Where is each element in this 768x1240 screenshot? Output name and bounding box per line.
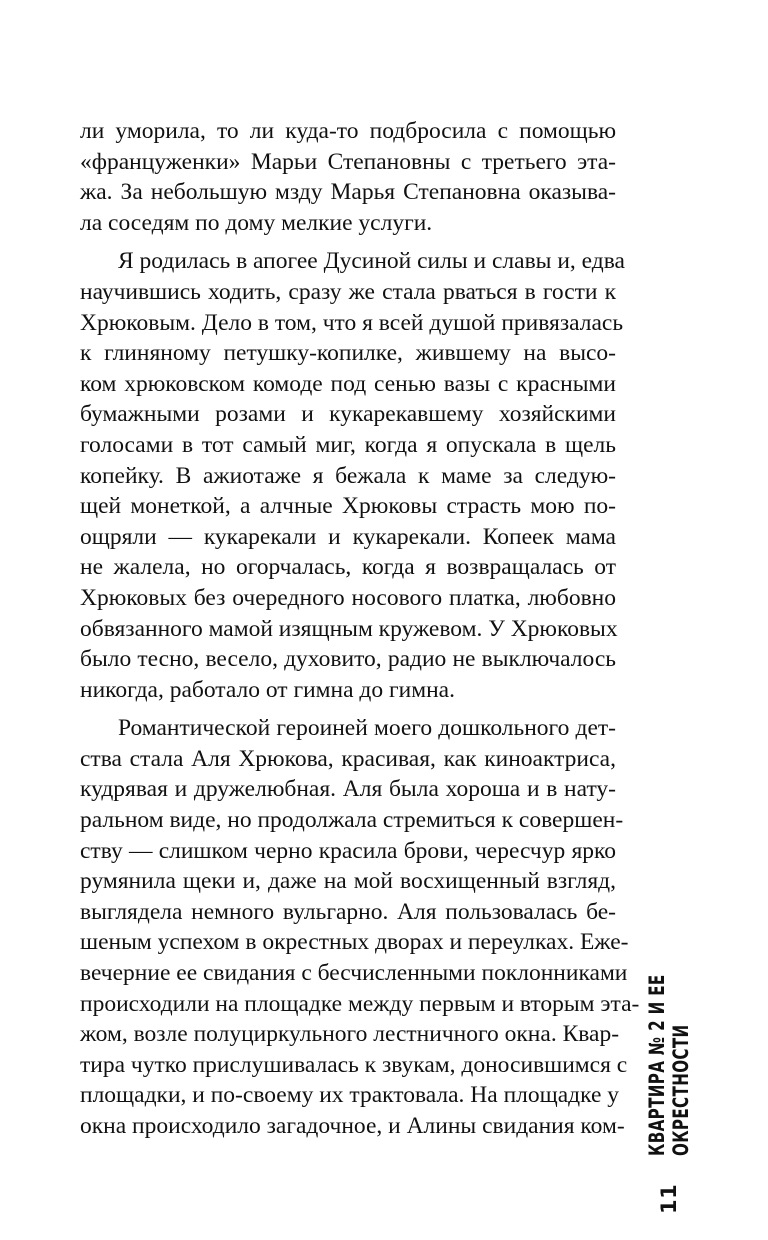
- text-line: щей монеткой, а алчные Хрюковы страсть мою по-: [80, 493, 616, 520]
- text-line: шеным успехом в окрестных дворах и переулках. Еже-: [80, 929, 629, 956]
- text-line: ству — слишком черно красила брови, чересчур ярко: [80, 837, 616, 864]
- text-line: происходили на площадке между первым и вторым эта-: [80, 990, 640, 1017]
- paragraph-gap: [80, 238, 616, 246]
- body-text: [80, 116, 640, 1142]
- running-head-rotated: [645, 714, 693, 1214]
- running-head: [645, 714, 693, 1214]
- text-line: к глиняному петушку-копилке, жившему на высо-: [80, 340, 616, 367]
- text-line: обвязанного мамой изящным кружевом. У Хрюковых: [80, 615, 618, 642]
- text-line: никогда, работало от гимна до гимна.: [80, 676, 455, 703]
- text-line: было тесно, весело, духовито, радио не выключалось: [80, 646, 616, 673]
- text-line: ощряли — кукарекали и кукарекали. Копеек мама: [80, 523, 616, 550]
- text-line: жом, возле полуциркульного лестничного окна. Квар-: [80, 1021, 620, 1048]
- text-line: выглядела немного вульгарно. Аля пользовалась бе-: [80, 898, 616, 925]
- text-line: Романтической героиней моего дошкольного дет-: [118, 715, 616, 742]
- text-line: ства стала Аля Хрюкова, красивая, как киноактриса,: [80, 745, 616, 772]
- text-line: румянила щеки и, даже на мой восхищенный взгляд,: [80, 868, 616, 895]
- text-line: научившись ходить, сразу же стала рваться в гости к: [80, 278, 616, 305]
- text-line: вечерние ее свидания с бесчисленными поклонниками: [80, 960, 628, 987]
- text-line: окна происходило загадочное, и Алины свидания ком-: [80, 1113, 625, 1139]
- paragraph: [80, 246, 625, 705]
- paragraph-gap: [80, 705, 616, 713]
- text-line: голосами в тот самый миг, когда я опускала в щель: [80, 431, 616, 458]
- paragraph: [80, 116, 616, 238]
- page-number: 11: [657, 1183, 681, 1214]
- text-line: не жалела, но огорчалась, когда я возвращалась от: [80, 554, 616, 581]
- text-line: ла соседям по дому мелкие услуги.: [80, 209, 433, 236]
- text-line: кудрявая и дружелюбная. Аля была хороша и в нату-: [80, 776, 616, 803]
- text-line: копейку. В ажиотаже я бежала к маме за следую-: [80, 462, 616, 489]
- text-line: ли уморила, то ли куда-то подбросила с помощью: [80, 118, 616, 144]
- text-line: жа. За небольшую мзду Марья Степановна оказыва-: [80, 179, 616, 206]
- text-line: Хрюковым. Дело в том, что я всей душой привязалась: [80, 309, 624, 336]
- paragraph: [80, 713, 640, 1141]
- text-line: площадки, и по-своему их трактовала. На площадке у: [80, 1082, 619, 1109]
- text-line: ком хрюковском комоде под сенью вазы с красными: [80, 370, 616, 397]
- text-line: «француженки» Марьи Степановны с третьего эта-: [80, 148, 616, 175]
- text-line: Я родилась в апогее Дусиной силы и славы и, едва: [118, 248, 625, 275]
- text-line: тира чутко прислушивалась к звукам, доносившимся с: [80, 1051, 628, 1078]
- text-line: бумажными розами и кукарекавшему хозяйскими: [80, 401, 616, 428]
- text-line: Хрюковых без очередного носового платка, любовно: [80, 584, 616, 611]
- chapter-title: КВАРТИРА № 2 И ЕЕ ОКРЕСТНОСТИ: [645, 974, 693, 1156]
- text-line: ральном виде, но продолжала стремиться к совершен-: [80, 807, 624, 834]
